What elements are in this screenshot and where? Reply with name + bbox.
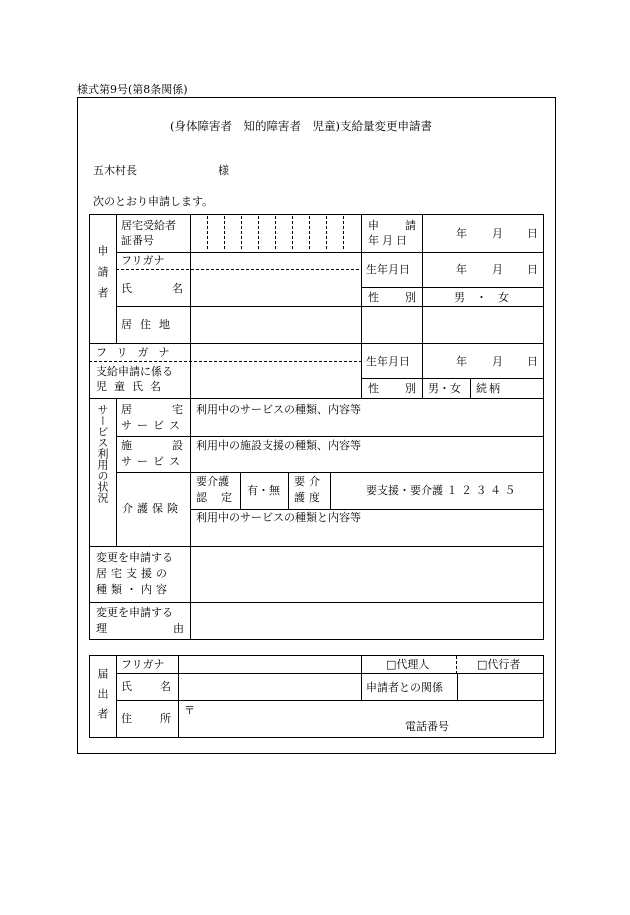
change-reason-label-1: 変更を申請する bbox=[96, 606, 173, 619]
relation-label: 申請者との関係 bbox=[366, 681, 443, 694]
cert-no-label-1: 居宅受給者 bbox=[121, 219, 176, 232]
services-section-label: サービス利用の状況 bbox=[96, 404, 109, 503]
child-birth-day: 日 bbox=[527, 355, 538, 368]
apply-date-label-2: 年月日 bbox=[368, 234, 410, 247]
change-content-label-1: 変更を申請する bbox=[96, 551, 173, 564]
agent-option[interactable]: □代理人 bbox=[386, 658, 430, 671]
proxy-option[interactable]: □代行者 bbox=[477, 658, 521, 671]
home-label-2: サービス bbox=[121, 419, 185, 432]
care-level-label-2: 護度 bbox=[294, 491, 324, 504]
facility-label-1: 施 設 bbox=[121, 439, 183, 452]
notifier-furigana-label: フリガナ bbox=[121, 658, 165, 671]
care-level-label-1: 要介 bbox=[294, 475, 324, 488]
child-birth-year: 年 bbox=[456, 355, 467, 368]
child-sex-label: 性 別 bbox=[368, 382, 416, 395]
child-sex-options: 男・女 bbox=[428, 382, 461, 395]
sex-options: 男 ・ 女 bbox=[454, 291, 509, 304]
facility-label-2: サービス bbox=[121, 455, 185, 468]
change-content-label-2: 居宅支援の bbox=[96, 567, 171, 580]
apply-month: 月 bbox=[492, 227, 503, 240]
apply-date-label-1: 申 請 bbox=[368, 219, 416, 232]
name-label-text: 氏 名 bbox=[121, 282, 183, 295]
furigana-label: フリガナ bbox=[121, 254, 165, 267]
child-relation-label: 続柄 bbox=[476, 382, 502, 395]
birth-day: 日 bbox=[527, 263, 538, 276]
apply-year: 年 bbox=[456, 227, 467, 240]
child-name-label-2: 児童氏名 bbox=[96, 380, 168, 393]
birth-month: 月 bbox=[492, 263, 503, 276]
child-name-label-1: 支給申請に係る bbox=[96, 365, 173, 378]
notifier-name-label: 氏 名 bbox=[121, 680, 171, 693]
insurance-label: 介護保険 bbox=[122, 502, 182, 515]
sex-label: 性 別 bbox=[368, 291, 416, 304]
insurance-service-text: 利用中のサービスの種類と内容等 bbox=[196, 511, 361, 524]
notifier-address-label: 住 所 bbox=[121, 712, 171, 725]
child-birth-label: 生年月日 bbox=[366, 355, 410, 368]
child-birth-month: 月 bbox=[492, 355, 503, 368]
care-cert-value: 有・無 bbox=[247, 484, 280, 497]
home-label-1: 居 宅 bbox=[121, 403, 183, 416]
apply-day: 日 bbox=[527, 227, 538, 240]
applicant-section-label: 申請者 bbox=[96, 245, 109, 308]
birth-label: 生年月日 bbox=[366, 263, 410, 276]
addressee-honorific: 様 bbox=[218, 164, 229, 177]
cert-no-label-2: 証番号 bbox=[121, 234, 154, 247]
addressee-mayor: 五木村長 bbox=[93, 164, 137, 177]
postal-mark: 〒 bbox=[184, 704, 195, 717]
care-level-value: 要支援・要介護 １ ２ ３ ４ ５ bbox=[366, 484, 516, 497]
birth-year: 年 bbox=[456, 263, 467, 276]
care-cert-label-2: 認定 bbox=[196, 491, 246, 504]
phone-label: 電話番号 bbox=[405, 720, 449, 733]
child-furigana-label: フリガナ bbox=[96, 346, 180, 359]
facility-service-text: 利用中の施設支援の種類、内容等 bbox=[196, 439, 361, 452]
home-service-text: 利用中のサービスの種類、内容等 bbox=[196, 403, 361, 416]
notifier-section-label: 届出者 bbox=[96, 668, 109, 728]
care-cert-label-1: 要介護 bbox=[196, 475, 229, 488]
intro-text: 次のとおり申請します。 bbox=[93, 195, 214, 208]
form-title: (身体障害者 知的障害者 児童)支給量変更申請書 bbox=[170, 119, 432, 133]
change-reason-label-2: 理 由 bbox=[96, 622, 184, 635]
form-number: 様式第9号(第8条関係) bbox=[77, 83, 188, 96]
address-label: 居住地 bbox=[121, 318, 178, 331]
name-label bbox=[121, 283, 183, 294]
change-content-label-3: 種類・内容 bbox=[96, 583, 171, 596]
